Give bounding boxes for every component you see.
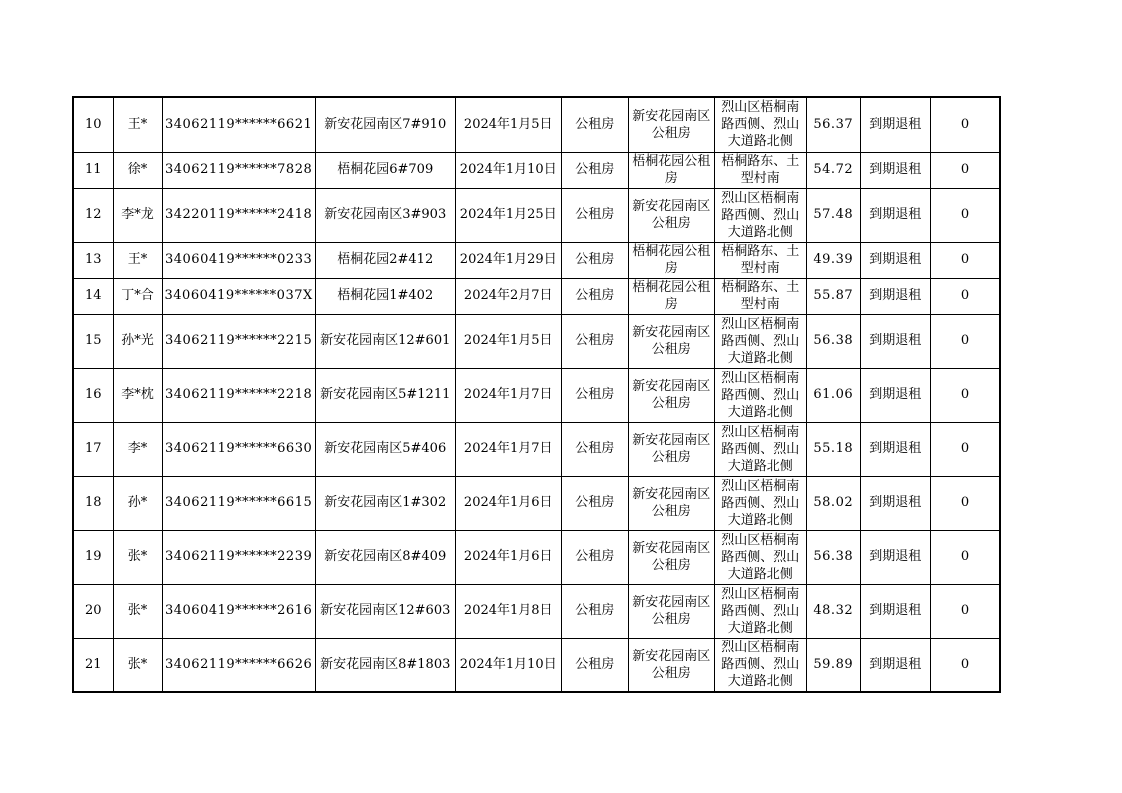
cell-project: 梧桐花园公租房 bbox=[628, 242, 714, 278]
cell-reason: 到期退租 bbox=[860, 278, 930, 314]
cell-id-number: 34062119******2215 bbox=[162, 314, 315, 368]
cell-tenant-name: 张* bbox=[113, 638, 162, 692]
cell-row-number: 19 bbox=[73, 530, 113, 584]
cell-amount: 0 bbox=[930, 314, 1000, 368]
cell-amount: 0 bbox=[930, 152, 1000, 188]
cell-id-number: 34062119******2218 bbox=[162, 368, 315, 422]
table-row bbox=[73, 278, 1000, 314]
cell-unit: 梧桐花园1#402 bbox=[315, 278, 455, 314]
cell-reason: 到期退租 bbox=[860, 97, 930, 152]
cell-area: 57.48 bbox=[806, 188, 860, 242]
table-row bbox=[73, 368, 1000, 422]
cell-area: 49.39 bbox=[806, 242, 860, 278]
cell-reason: 到期退租 bbox=[860, 188, 930, 242]
cell-area: 55.87 bbox=[806, 278, 860, 314]
cell-location: 梧桐路东、土型村南 bbox=[714, 278, 806, 314]
cell-project: 新安花园南区公租房 bbox=[628, 97, 714, 152]
table-row bbox=[73, 530, 1000, 584]
cell-row-number: 12 bbox=[73, 188, 113, 242]
cell-housing-type: 公租房 bbox=[561, 422, 628, 476]
cell-reason: 到期退租 bbox=[860, 638, 930, 692]
cell-location: 烈山区梧桐南路西侧、烈山大道路北侧 bbox=[714, 530, 806, 584]
cell-date: 2024年1月25日 bbox=[455, 188, 561, 242]
cell-row-number: 13 bbox=[73, 242, 113, 278]
cell-reason: 到期退租 bbox=[860, 152, 930, 188]
cell-tenant-name: 徐* bbox=[113, 152, 162, 188]
cell-area: 59.89 bbox=[806, 638, 860, 692]
cell-amount: 0 bbox=[930, 188, 1000, 242]
table-row bbox=[73, 314, 1000, 368]
cell-id-number: 34062119******6630 bbox=[162, 422, 315, 476]
cell-amount: 0 bbox=[930, 278, 1000, 314]
cell-tenant-name: 孙* bbox=[113, 476, 162, 530]
cell-project: 新安花园南区公租房 bbox=[628, 638, 714, 692]
cell-area: 56.37 bbox=[806, 97, 860, 152]
cell-project: 梧桐花园公租房 bbox=[628, 278, 714, 314]
cell-row-number: 10 bbox=[73, 97, 113, 152]
cell-unit: 新安花园南区8#1803 bbox=[315, 638, 455, 692]
cell-project: 新安花园南区公租房 bbox=[628, 530, 714, 584]
cell-housing-type: 公租房 bbox=[561, 638, 628, 692]
cell-project: 新安花园南区公租房 bbox=[628, 368, 714, 422]
cell-tenant-name: 李* bbox=[113, 422, 162, 476]
cell-reason: 到期退租 bbox=[860, 314, 930, 368]
table-row bbox=[73, 97, 1000, 152]
cell-date: 2024年2月7日 bbox=[455, 278, 561, 314]
cell-project: 新安花园南区公租房 bbox=[628, 476, 714, 530]
cell-area: 55.18 bbox=[806, 422, 860, 476]
cell-tenant-name: 张* bbox=[113, 530, 162, 584]
cell-reason: 到期退租 bbox=[860, 476, 930, 530]
cell-reason: 到期退租 bbox=[860, 242, 930, 278]
cell-date: 2024年1月5日 bbox=[455, 97, 561, 152]
cell-housing-type: 公租房 bbox=[561, 368, 628, 422]
cell-project: 新安花园南区公租房 bbox=[628, 314, 714, 368]
cell-location: 烈山区梧桐南路西侧、烈山大道路北侧 bbox=[714, 314, 806, 368]
cell-amount: 0 bbox=[930, 368, 1000, 422]
cell-location: 烈山区梧桐南路西侧、烈山大道路北侧 bbox=[714, 476, 806, 530]
cell-tenant-name: 李*枕 bbox=[113, 368, 162, 422]
cell-id-number: 34220119******2418 bbox=[162, 188, 315, 242]
cell-housing-type: 公租房 bbox=[561, 188, 628, 242]
cell-date: 2024年1月6日 bbox=[455, 476, 561, 530]
cell-area: 56.38 bbox=[806, 314, 860, 368]
cell-date: 2024年1月6日 bbox=[455, 530, 561, 584]
cell-area: 56.38 bbox=[806, 530, 860, 584]
cell-area: 48.32 bbox=[806, 584, 860, 638]
cell-unit: 新安花园南区8#409 bbox=[315, 530, 455, 584]
document-page bbox=[72, 96, 1001, 693]
cell-area: 54.72 bbox=[806, 152, 860, 188]
cell-housing-type: 公租房 bbox=[561, 530, 628, 584]
cell-id-number: 34062119******6626 bbox=[162, 638, 315, 692]
cell-date: 2024年1月7日 bbox=[455, 368, 561, 422]
cell-date: 2024年1月7日 bbox=[455, 422, 561, 476]
cell-unit: 新安花园南区12#603 bbox=[315, 584, 455, 638]
cell-id-number: 34060419******0233 bbox=[162, 242, 315, 278]
cell-unit: 新安花园南区1#302 bbox=[315, 476, 455, 530]
cell-row-number: 14 bbox=[73, 278, 113, 314]
table-row bbox=[73, 638, 1000, 692]
cell-reason: 到期退租 bbox=[860, 584, 930, 638]
cell-date: 2024年1月10日 bbox=[455, 638, 561, 692]
cell-tenant-name: 王* bbox=[113, 97, 162, 152]
cell-location: 烈山区梧桐南路西侧、烈山大道路北侧 bbox=[714, 422, 806, 476]
cell-id-number: 34062119******6615 bbox=[162, 476, 315, 530]
cell-amount: 0 bbox=[930, 97, 1000, 152]
cell-area: 58.02 bbox=[806, 476, 860, 530]
cell-tenant-name: 张* bbox=[113, 584, 162, 638]
table-row bbox=[73, 422, 1000, 476]
cell-row-number: 16 bbox=[73, 368, 113, 422]
cell-location: 烈山区梧桐南路西侧、烈山大道路北侧 bbox=[714, 188, 806, 242]
cell-location: 烈山区梧桐南路西侧、烈山大道路北侧 bbox=[714, 368, 806, 422]
cell-date: 2024年1月8日 bbox=[455, 584, 561, 638]
table-row bbox=[73, 476, 1000, 530]
cell-unit: 梧桐花园2#412 bbox=[315, 242, 455, 278]
cell-tenant-name: 王* bbox=[113, 242, 162, 278]
cell-tenant-name: 孙*光 bbox=[113, 314, 162, 368]
cell-housing-type: 公租房 bbox=[561, 278, 628, 314]
cell-unit: 新安花园南区7#910 bbox=[315, 97, 455, 152]
cell-location: 梧桐路东、土型村南 bbox=[714, 152, 806, 188]
records-table-body bbox=[73, 97, 1000, 692]
cell-project: 新安花园南区公租房 bbox=[628, 584, 714, 638]
cell-row-number: 17 bbox=[73, 422, 113, 476]
cell-housing-type: 公租房 bbox=[561, 476, 628, 530]
cell-row-number: 15 bbox=[73, 314, 113, 368]
cell-housing-type: 公租房 bbox=[561, 242, 628, 278]
cell-location: 烈山区梧桐南路西侧、烈山大道路北侧 bbox=[714, 638, 806, 692]
cell-amount: 0 bbox=[930, 530, 1000, 584]
cell-housing-type: 公租房 bbox=[561, 314, 628, 368]
cell-id-number: 34060419******037X bbox=[162, 278, 315, 314]
cell-tenant-name: 丁*合 bbox=[113, 278, 162, 314]
cell-unit: 梧桐花园6#709 bbox=[315, 152, 455, 188]
cell-id-number: 34062119******6621 bbox=[162, 97, 315, 152]
cell-date: 2024年1月29日 bbox=[455, 242, 561, 278]
cell-location: 梧桐路东、土型村南 bbox=[714, 242, 806, 278]
cell-area: 61.06 bbox=[806, 368, 860, 422]
cell-date: 2024年1月5日 bbox=[455, 314, 561, 368]
cell-amount: 0 bbox=[930, 638, 1000, 692]
cell-location: 烈山区梧桐南路西侧、烈山大道路北侧 bbox=[714, 97, 806, 152]
cell-unit: 新安花园南区5#406 bbox=[315, 422, 455, 476]
table-row bbox=[73, 152, 1000, 188]
cell-date: 2024年1月10日 bbox=[455, 152, 561, 188]
cell-row-number: 20 bbox=[73, 584, 113, 638]
cell-reason: 到期退租 bbox=[860, 530, 930, 584]
cell-project: 梧桐花园公租房 bbox=[628, 152, 714, 188]
cell-project: 新安花园南区公租房 bbox=[628, 188, 714, 242]
records-table bbox=[72, 96, 1001, 693]
cell-tenant-name: 李*龙 bbox=[113, 188, 162, 242]
cell-amount: 0 bbox=[930, 422, 1000, 476]
cell-id-number: 34062119******2239 bbox=[162, 530, 315, 584]
cell-amount: 0 bbox=[930, 242, 1000, 278]
cell-amount: 0 bbox=[930, 584, 1000, 638]
cell-reason: 到期退租 bbox=[860, 422, 930, 476]
cell-location: 烈山区梧桐南路西侧、烈山大道路北侧 bbox=[714, 584, 806, 638]
cell-housing-type: 公租房 bbox=[561, 584, 628, 638]
cell-row-number: 11 bbox=[73, 152, 113, 188]
table-row bbox=[73, 188, 1000, 242]
cell-housing-type: 公租房 bbox=[561, 152, 628, 188]
cell-id-number: 34062119******7828 bbox=[162, 152, 315, 188]
cell-unit: 新安花园南区3#903 bbox=[315, 188, 455, 242]
table-row bbox=[73, 584, 1000, 638]
cell-unit: 新安花园南区12#601 bbox=[315, 314, 455, 368]
cell-amount: 0 bbox=[930, 476, 1000, 530]
cell-id-number: 34060419******2616 bbox=[162, 584, 315, 638]
cell-project: 新安花园南区公租房 bbox=[628, 422, 714, 476]
cell-row-number: 21 bbox=[73, 638, 113, 692]
cell-housing-type: 公租房 bbox=[561, 97, 628, 152]
cell-unit: 新安花园南区5#1211 bbox=[315, 368, 455, 422]
cell-reason: 到期退租 bbox=[860, 368, 930, 422]
cell-row-number: 18 bbox=[73, 476, 113, 530]
table-row bbox=[73, 242, 1000, 278]
